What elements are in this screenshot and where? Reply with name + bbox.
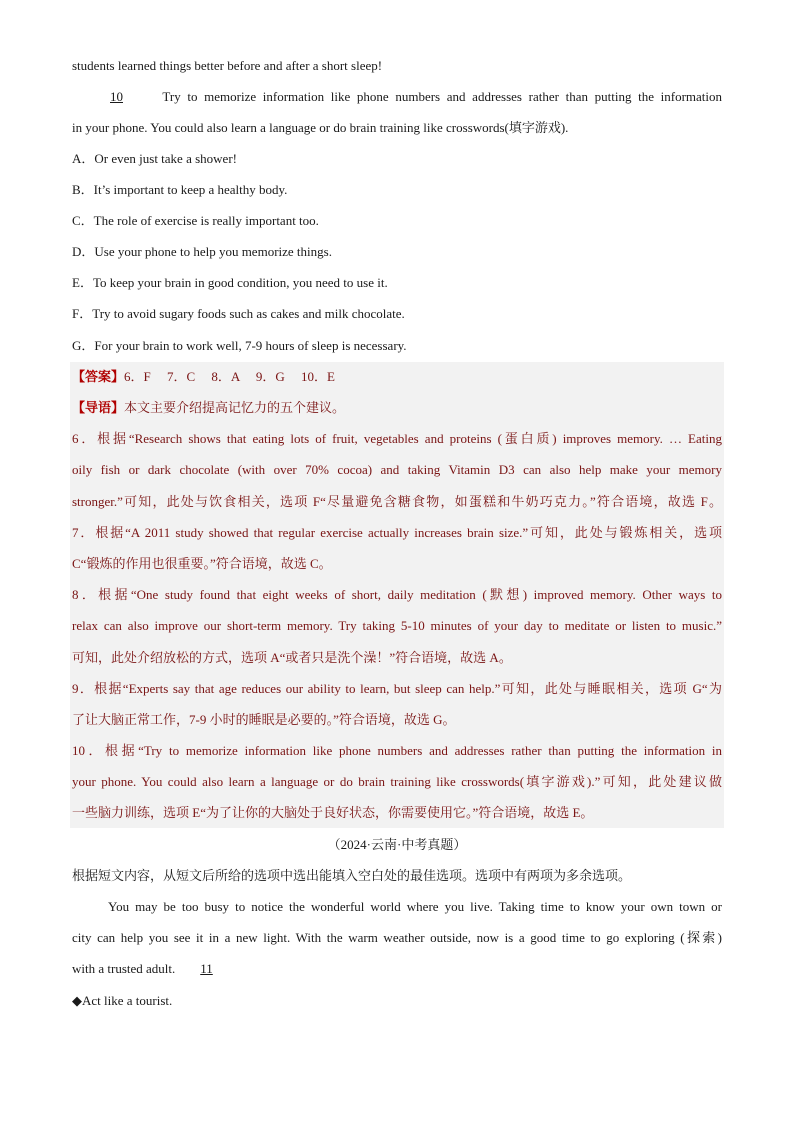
- option-g: G．For your brain to work well, 7-9 hours of sleep is necessary.: [72, 338, 407, 353]
- option-e: E．To keep your brain in good condition, you need to use it.: [72, 275, 388, 290]
- guide-line: [72, 398, 722, 418]
- question-10-text: Try to memorize information like phone numbers and addresses rather than putting the information: [162, 89, 723, 104]
- passage-line: students learned things better before and after a short sleep!: [72, 58, 383, 73]
- question-10-line: [108, 87, 722, 107]
- option-b: B．It’s important to keep a healthy body.: [72, 182, 288, 197]
- option-a: A．Or even just take a shower!: [72, 151, 237, 166]
- explanation-line: 10．根据“Try to memorize information like phone numbers and addresses rather than putting the information in: [72, 743, 722, 758]
- explanation-line: C“锻炼的作用也很重要。”符合语境，故选 C。: [72, 556, 332, 571]
- answer-blank-10: 10: [110, 89, 123, 104]
- guide-label: 【导语】: [72, 400, 125, 415]
- question-source: （2024·云南·中考真题）: [327, 837, 467, 852]
- subheading-bullet: ◆Act like a tourist.: [72, 993, 173, 1008]
- guide-text: 本文主要介绍提高记忆力的五个建议。: [124, 400, 346, 415]
- option-f: F．Try to avoid sugary foods such as cakes and milk chocolate.: [72, 306, 405, 321]
- explanation-line: your phone. You could also learn a language or do brain training like crosswords(填字游戏).”可知，此处建议做: [72, 774, 722, 789]
- explanation-line: 了让大脑正常工作，7-9 小时的睡眠是必要的。”符合语境，故选 G。: [72, 712, 456, 727]
- explanation-line: 9．根据“Experts say that age reduces our ability to learn, but sleep can help.”可知，此处与睡眠相关，选项 G“为: [72, 681, 722, 696]
- explanation-line: oily fish or dark chocolate (with over 70% cocoa) and taking Vitamin D3 can also help make your memory: [72, 462, 722, 477]
- explanation-line: 6．根据“Research shows that eating lots of fruit, vegetables and proteins (蛋白质) improves memory. … Eating: [72, 431, 722, 446]
- question-10-line-2: in your phone. You could also learn a language or do brain training like crosswords(填字游戏).: [72, 120, 569, 135]
- answer-label: 【答案】: [72, 369, 125, 384]
- option-c: C．The role of exercise is really important too.: [72, 213, 319, 228]
- passage-text: with a trusted adult.: [72, 961, 176, 976]
- question-instruction: 根据短文内容，从短文后所给的选项中选出能填入空白处的最佳选项。选项中有两项为多余选项。: [72, 868, 632, 883]
- passage-paragraph-line: You may be too busy to notice the wonderful world where you live. Taking time to know your own town or: [108, 899, 722, 914]
- explanation-line: relax can also improve our short-term memory. Try taking 5-10 minutes of your day to meditate or listen to music.”: [72, 618, 722, 633]
- explanation-line: 8．根据“One study found that eight weeks of short, daily meditation (默想) improved memory. Other ways to: [72, 587, 722, 602]
- answer-text: 6．F 7．C 8．A 9．G 10．E: [124, 369, 335, 384]
- explanation-line: 可知，此处介绍放松的方式，选项 A“或者只是洗个澡！”符合语境，故选 A。: [72, 650, 512, 665]
- option-d: D．Use your phone to help you memorize things.: [72, 244, 332, 259]
- explanation-line: 7．根据“A 2011 study showed that regular exercise actually increases brain size.”可知，此处与锻炼相关，选项: [72, 525, 722, 540]
- answer-blank-11: 11: [200, 961, 213, 976]
- passage-paragraph-line: city can help you see it in a new light. With the warm weather outside, now is a good time to go exploring (探索): [72, 930, 722, 945]
- explanation-line: 一些脑力训练，选项 E“为了让你的大脑处于良好状态，你需要使用它。”符合语境，故选 E。: [72, 805, 594, 820]
- answer-line: [72, 367, 722, 387]
- passage-paragraph-line: [72, 959, 722, 979]
- explanation-line: stronger.”可知，此处与饮食相关，选项 F“尽量避免含糖食物，如蛋糕和牛奶巧克力。”符合语境，故选 F。: [72, 494, 722, 509]
